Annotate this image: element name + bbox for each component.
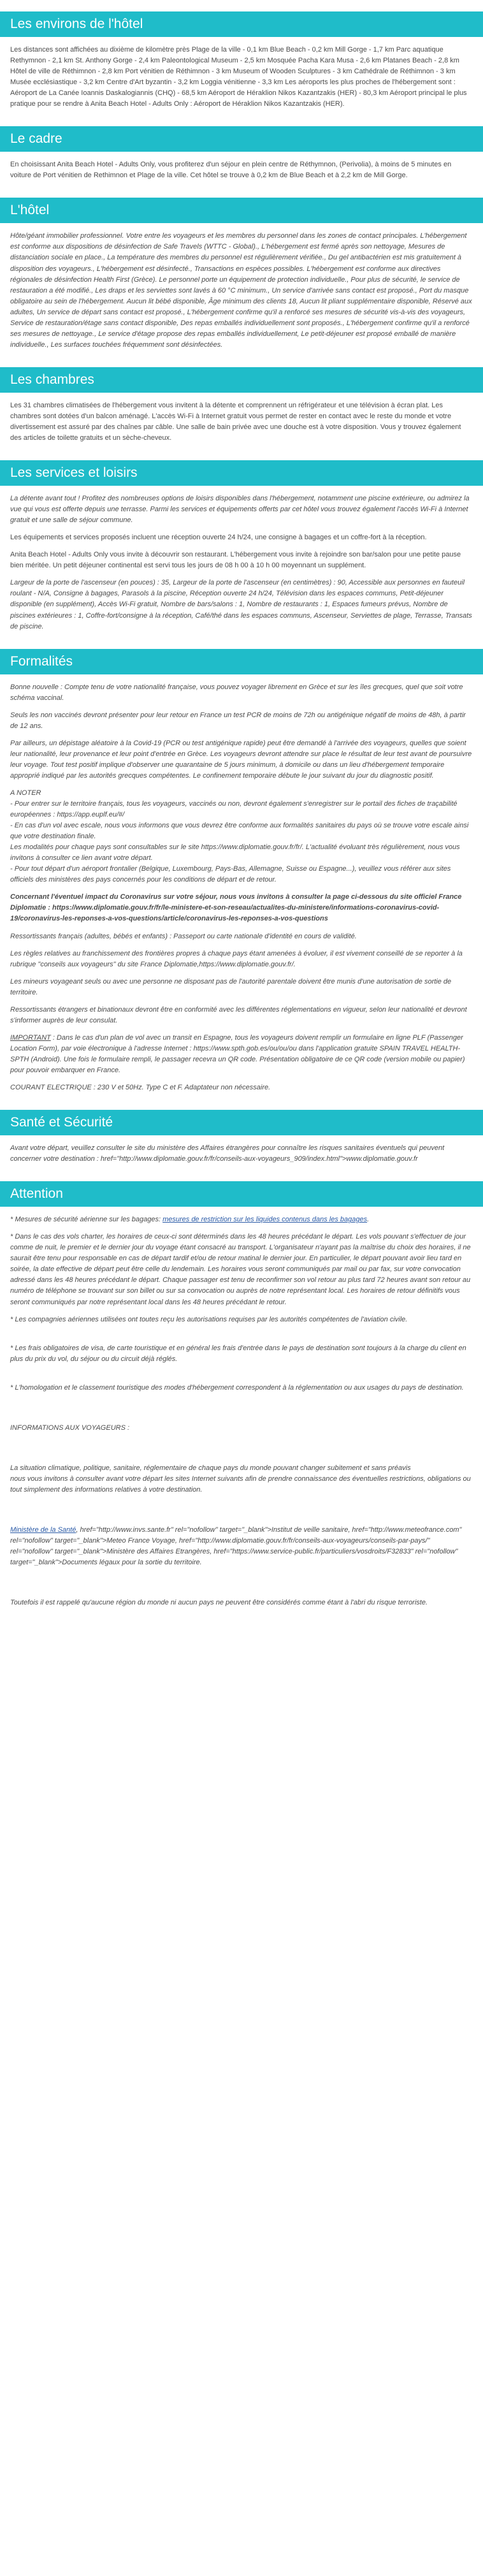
formalites-text-1: Bonne nouvelle : Compte tenu de votre nationalité française, vous pouvez voyager librement en Grèce et sur les îles grecques, quel que soit votre schéma vaccinal. [10,683,463,702]
formalites-covid-impact: Concernant l'éventuel impact du Coronavirus sur votre séjour, nous vous invitons à consulter la page ci-dessous du site officiel France Diplomatie : https://www.diplomatie.gouv.fr/fr/le-ministere-et-son-reseau/actualites-du-ministere/informations-coronavirus-covid-19/coronavirus-les-reponses-a-vos-questions/article/coronavirus-les-reponses-a-vos-questions [10,893,462,923]
loisirs-text-3: Anita Beach Hotel - Adults Only vous invite à découvrir son restaurant. L'hébergement vous invite à rejoindre son bar/salon pour une petite pause bien méritée. Un petit déjeuner continental est servi tous les jours de 08 h 00 à 10 h 00 moyennant un supplément. [10,551,461,570]
environs-text: Les distances sont affichées au dixième de kilomètre près Plage de la ville - 0,1 km Blue Beach - 0,2 km Mill Gorge - 1,7 km Parc aquatique Rethymnon - 2,1 km St. Anthony Gorge - 2,4 km Paleontological Museum - 2,5 km Mosquée Pacha Kara Musa - 2,6 km Platanes Beach - 2,8 km Hôtel de ville de Réthimnon - 2,8 km Port vénitien de Réthimnon - 3 km Museum of Wooden Sculptures - 3 km Cathédrale de Réthimnon - 3 km Musée ecclésiastique - 3,2 km Centre d'Art byzantin - 3,2 km Loggia vénitienne - 3,3 km Les aéroports les plus proches de l'hébergement sont : Aéroport de La Canée Ioannis Daskalogiannis (CHQ) - 68,5 km Aéroport de Héraklion Nikos Kazantzakis (HER) - 80,3 km Aéroport principal le plus pratique pour se rendre à Anita Beach Hotel - Adults Only : Aéroport de Héraklion Nikos Kazantzakis (HER). [10,46,467,108]
loisirs-text-4: Largeur de la porte de l'ascenseur (en pouces) : 35, Largeur de la porte de l'ascenseur (en centimètres) : 90, Accessible aux personnes en fauteuil roulant - N/A, Consigne à bagages, Parasols à la piscine, Réception ouverte 24 h/24, Télévision dans les espaces communs, Petit-déjeuner disponible (en supplément), Accès Wi-Fi gratuit, Nombre de bars/salons : 1, Nombre de restaurants : 1, Espaces fumeurs prévus, Nombre de piscines extérieures : 1, Coffre-fort/consigne à la réception, Café/thé dans les espaces communs, Ascenseur, Serviettes de plage, Terrasse, Transats de piscine. [10,579,472,630]
formalites-note-heading: A NOTER [10,789,41,797]
cadre-text: En choisissant Anita Beach Hotel - Adults Only, vous profiterez d'un séjour en plein centre de Réthymnon, (Perivolia), à moins de 5 minutes en voiture de Port vénitien de Rethimnon et Plage de la ville. Cet hôtel se trouve à 0,2 km de Blue Beach et à 2,2 km de Mill Gorge. [10,161,452,180]
spacer [10,1440,473,1452]
spacer [10,1332,473,1343]
section-attention [0,1181,483,1608]
formalites-note-4: - Pour tout départ d'un aéroport frontalier (Belgique, Luxembourg, Pays-Bas, Allemagne, Suisse ou Espagne...), veuillez vous référer aux sites officiels des ministères des pays concernés pour les conditions de départ et de retour. [10,865,451,884]
liquids-restriction-link[interactable]: mesures de restriction sur les liquides contenus dans les bagages [162,1216,368,1224]
spacer [10,1400,473,1411]
important-label: IMPORTANT [10,1033,51,1042]
section-title-hotel: L'hôtel [0,198,483,223]
loisirs-text-1: La détente avant tout ! Profitez des nombreuses options de loisirs disponibles dans l'hébergement, notamment une piscine extérieure, ou admirez la vue qui vous est offerte depuis une terrasse. Parmi les services et équipements offerts par cet hôtel vous trouvez également l'accès Wi-Fi à Internet gratuit et une salle de séjour commune. [10,495,470,525]
section-title-environs: Les environs de l'hôtel [0,11,483,37]
section-formalites [0,649,483,1094]
attention-text-4: * Les frais obligatoires de visa, de carte touristique et en général les frais d'entrée dans le pays de destination sont toujours à la charge du client en plus du prix du vol, du séjour ou du circuit déjà réglés. [10,1344,466,1363]
ministere-sante-link[interactable]: Ministère de la Santé [10,1525,76,1534]
formalites-text-8: Les mineurs voyageant seuls ou avec une personne ne disposant pas de l'autorité parentale doivent être munis d'une autorisation de sortie de territoire. [10,977,452,996]
spacer [10,1411,473,1423]
spacer [10,1502,473,1513]
spacer [10,1513,473,1525]
formalites-text-6: Ressortissants français (adultes, bébés et enfants) : Passeport ou carte nationale d'identité en cours de validité. [10,932,357,940]
section-cadre [0,126,483,181]
spacer [10,1452,473,1463]
formalites-note-3: Les modalités pour chaque pays sont consultables sur le site https://www.diplomatie.gouv.fr/fr/. L'actualité évoluant très régulièrement, nous vous invitons à consulter ce lien avant votre départ. [10,843,460,862]
loisirs-text-2: Les équipements et services proposés incluent une réception ouverte 24 h/24, une consigne à bagages et un coffre-fort à la réception. [10,534,427,542]
section-chambres [0,367,483,444]
formalites-note-1: - Pour entrer sur le territoire français, tous les voyageurs, vaccinés ou non, devront également s'enregistrer sur le portail des fiches de traçabilité européennes : https://app.euplf.eu/#/ [10,800,458,819]
attention-text-8: nous vous invitons à consulter avant votre départ les sites Internet suivants afin de prendre connaissance des éventuelles restrictions, obligations ou tout simplement des informations relatives à votre destination. [10,1474,471,1494]
attention-text-9 [10,1525,473,1568]
voyageurs-heading: INFORMATIONS AUX VOYAGEURS : [10,1423,130,1432]
attention-text-10: Toutefois il est rappelé qu'aucune région du monde ni aucun pays ne peuvent être considérés comme étant à l'abri du risque terroriste. [10,1599,428,1607]
section-title-chambres: Les chambres [0,367,483,393]
spacer [10,1575,473,1586]
spacer [10,1586,473,1597]
formalites-text-2: Seuls les non vaccinés devront présenter pour leur retour en France un test PCR de moins de 72h ou antigénique négatif de moins de 48h, à partir de 12 ans. [10,711,466,730]
spacer [10,1371,473,1383]
page [0,11,483,1608]
section-environs [0,11,483,110]
attention-text-7: La situation climatique, politique, sanitaire, réglementaire de chaque pays du monde pouvant changer subitement et sans préavis [10,1464,411,1472]
attention-text-1b: . [367,1216,370,1224]
important-text: : Dans le cas d'un plan de vol avec un transit en Espagne, tous les voyageurs doivent remplir un formulaire en ligne PLF (Passenger Location Form), par voie électronique à l'adresse Internet : https://www.spth.gob.es/ou/ou/ou dans l'application gratuite SPAIN TRAVEL HEALTH-SPTH (Android). Une fois le formulaire rempli, le passager recevra un QR code. Présentation obligatoire de ce QR code (version mobile ou papier) pour pouvoir embarquer en France. [10,1033,465,1074]
formalites-electric: COURANT ELECTRIQUE : 230 V et 50Hz. Type C et F. Adaptateur non nécessaire. [10,1084,271,1092]
section-securite [0,1110,483,1165]
securite-text: Avant votre départ, veuillez consulter le site du ministère des Affaires étrangères pour connaître les risques sanitaires éventuels qui peuvent concerner votre destination : href="http://www.diplomatie.gouv.fr/fr/conseils-aux-voyageurs_909/index.html">www.diplomatie.gouv.fr [10,1144,445,1163]
section-hotel [0,198,483,351]
attention-text-1a: * Mesures de sécurité aérienne sur les bagages: [10,1216,163,1224]
attention-text-3: * Les compagnies aériennes utilisées ont toutes reçu les autorisations requises par les autorités compétentes de l'aviation civile. [10,1315,408,1323]
attention-links-text: , href="http://www.invs.sante.fr" rel="nofollow" target="_blank">Institut de veille sanitaire, href="http://www.meteofrance.com" rel="nofollow" target="_blank">Meteo France Voyage, href="http://www.diplomatie.gouv.fr/fr/conseils-aux-voyageurs/conseils-par-pays/" rel="nofollow" target="_blank">Ministère des Affaires Etrangères, href="https://www.service-public.fr/particuliers/vosdroits/F32833" rel="nofollow" target="_blank">Documents légaux pour la sortie du territoire. [10,1525,462,1567]
formalites-text-9: Ressortissants étrangers et binationaux devront être en conformité avec les différentes réglementations en vigueur, selon leur nationalité et devront s'informer auprès de leur consulat. [10,1005,467,1024]
hotel-text: Hôte/géant immobilier professionnel. Votre entre les voyageurs et les membres du personnel dans les zones de contact principales. L'hébergement est conforme aux dispositions de désinfection de Safe Travels (WTTC - Global)., L'hébergement est fermé après son nettoyage, Mesures de distanciation sociale en place., La température des membres du personnel est régulièrement vérifiée., Du gel antibactérien est mis gratuitement à disposition des voyageurs., L'hébergement est désinfecté., Transactions en espèces possibles. L'hébergement est conforme aux directives régionales de désinfection Health First (Grèce). Le personnel porte un équipement de protection individuelle., Pour plus de sécurité, le service de restauration a été modifié., Les draps et les serviettes sont lavés à 60 °C minimum., Un service d'arrivée sans contact est proposé., Port du masque obligatoire au sein de l'hébergement. Aucun lit bébé disponible, Âge minimum des clients 18, Aucun lit pliant supplémentaire disponible, Réservé aux adultes, Un service de départ sans contact est proposé., L'hébergement confirme qu'il a renforcé ses mesures de sécurité vis-à-vis des voyageurs, Service de restauration/étage sans contact disponible, Des repas emballés individuellement sont proposés., L'hébergement confirme qu'il a renforcé ses mesures de nettoyage., Le service d'étage propose des repas emballés individuellement, Le petit-déjeuner est proposé emballé de manière individuelle., Les surfaces touchées fréquemment sont désinfectées. [10,232,472,349]
section-title-securite: Santé et Sécurité [0,1110,483,1135]
attention-text-5: * L'homologation et le classement touristique des modes d'hébergement correspondent à la réglementation ou aux usages du pays de destination. [10,1383,464,1392]
section-title-formalites: Formalités [0,649,483,674]
section-title-cadre: Le cadre [0,126,483,152]
formalites-text-7: Les règles relatives au franchissement des frontières propres à chaque pays étant amenées à évoluer, il est vivement conseillé de se reporter à la rubrique "conseils aux voyageurs" du site France Diplomatie,https://www.diplomatie.gouv.fr/. [10,949,463,968]
formalites-text-3: Par ailleurs, un dépistage aléatoire à la Covid-19 (PCR ou test antigénique rapide) peut être demandé à l'arrivée des voyageurs, quelles que soient leur nationalité, leur provenance et leur point d'entrée en Grèce. Les voyageurs devront attendre sur place le résultat de leur test avant de poursuivre leur voyage. Tout test positif implique d'observer une quarantaine de 5 jours minimum, à domicile ou dans un lieu d'hébergement temporaire approprié indiqué par les autorités grecques compétentes. Le confinement temporaire débute le jour suivant du jour du diagnostic positif. [10,739,472,780]
section-title-loisirs: Les services et loisirs [0,460,483,486]
formalites-important [10,1033,473,1076]
formalites-note-2: - En cas d'un vol avec escale, nous vous informons que vous devrez être conforme aux formalités sanitaires du pays où se trouve votre escale ainsi que votre destination finale. [10,822,469,841]
section-loisirs [0,460,483,632]
chambres-text: Les 31 chambres climatisées de l'hébergement vous invitent à la détente et comprennent un réfrigérateur et une télévision à écran plat. Les chambres sont dotées d'un balcon aménagé. L'accès Wi-Fi à Internet gratuit vous permet de rester en contact avec le reste du monde et votre divertissement est assuré par des chaînes par câble. Une salle de bain privée avec une douche est à votre disposition. Vous y trouvez également des articles de toilette gratuits et un sèche-cheveux. [10,401,461,442]
attention-text-1 [10,1214,473,1225]
attention-text-2: * Dans le cas des vols charter, les horaires de ceux-ci sont déterminés dans les 48 heures précédant le départ. Les vols pouvant s'effectuer de jour comme de nuit, le premier et le dernier jour du voyage étant consacré au transport. L'organisateur n'ayant pas la maîtrise du choix des horaires, il ne saurait être tenu pour responsable en cas de départ tardif et/ou de retour matinal le dernier jour. En particulier, le départ pouvant avoir lieu tard en soirée, la date effective de départ peut être celle du lendemain. Les horaires vous seront communiqués par mail ou par fax, sur votre convocation adressé dans les 48 heures précédant le départ. Chaque passager est tenu de reconfirmer son vol retour au plus tard 72 heures avant son retour au numéro de téléphone se trouvant sur son billet ou sur sa convocation ou auprès de notre représentant local. Les horaires de retour définitifs vous seront communiqués par notre représentant local dans les 48 heures précédant le retour. [10,1233,471,1306]
section-title-attention: Attention [0,1181,483,1207]
